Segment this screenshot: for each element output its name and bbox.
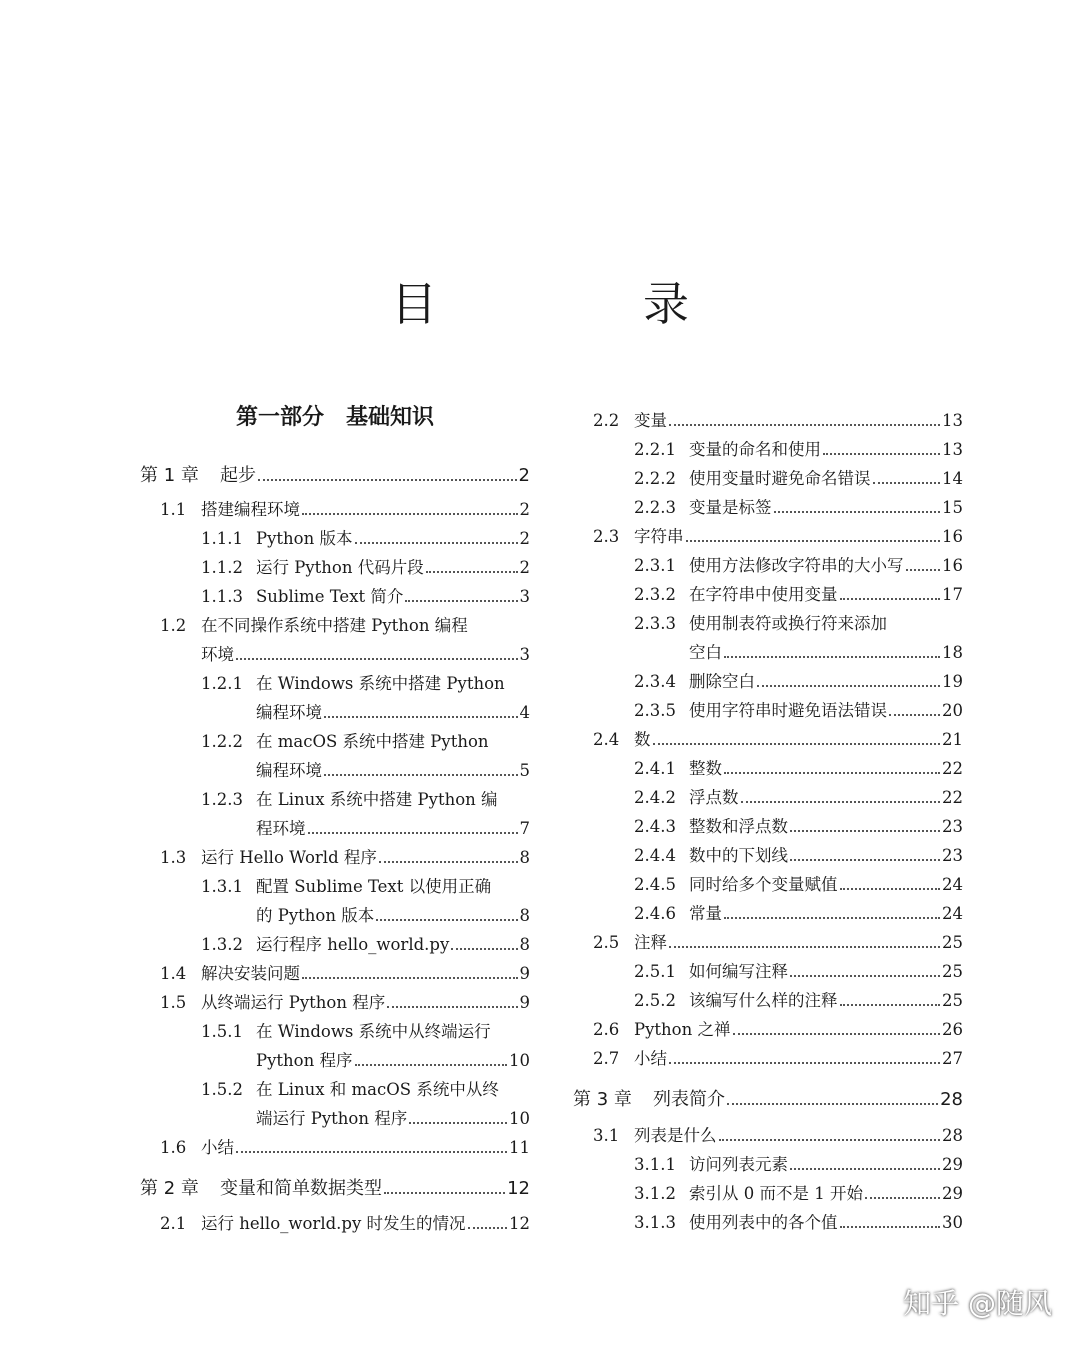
toc-number: 1.3 <box>160 848 187 867</box>
toc-title: 在 Windows 系统中从终端运行 <box>256 1022 491 1041</box>
dot-leader <box>387 992 517 1008</box>
toc-number: 第 3 章 <box>573 1089 632 1110</box>
toc-number: 2.5 <box>593 933 620 952</box>
toc-title-line <box>256 760 530 782</box>
toc-entry <box>573 874 963 896</box>
dot-leader <box>379 847 518 863</box>
toc-entry <box>140 1050 530 1072</box>
dot-leader <box>889 700 940 716</box>
toc-title-line <box>689 497 963 519</box>
dot-leader <box>686 526 941 542</box>
toc-title-line <box>256 702 530 724</box>
toc-title-line <box>201 1137 530 1159</box>
toc-number: 2.4.1 <box>634 759 676 778</box>
toc-title-line <box>201 992 530 1014</box>
toc-title-line <box>689 787 963 809</box>
toc-title-line <box>689 671 963 693</box>
toc-number: 1.3.1 <box>201 877 243 896</box>
toc-title: 数 <box>634 730 651 749</box>
toc-entry <box>573 613 963 635</box>
dot-leader <box>355 1050 508 1066</box>
dot-leader <box>669 932 940 948</box>
toc-page-number: 29 <box>942 1155 963 1174</box>
toc-entry <box>573 700 963 722</box>
toc-page-number: 14 <box>942 469 963 488</box>
dot-leader <box>669 410 940 426</box>
watermark: 知乎 @随风 <box>903 1287 1052 1320</box>
dot-leader <box>865 1183 940 1199</box>
toc-title: 小结 <box>634 1049 667 1068</box>
toc-title: 编程环境 <box>256 703 322 722</box>
toc-title: 在字符串中使用变量 <box>689 585 838 604</box>
dot-leader <box>355 528 518 544</box>
toc-page-number: 23 <box>942 846 963 865</box>
toc-entry <box>573 903 963 925</box>
toc-chapter <box>573 1089 963 1111</box>
toc-entry <box>573 1019 963 1041</box>
toc-page-number: 20 <box>942 701 963 720</box>
toc-number: 2.3.2 <box>634 585 676 604</box>
toc-entry <box>573 584 963 606</box>
toc-title: 该编写什么样的注释 <box>689 991 838 1010</box>
toc-title: 在 Linux 系统中搭建 Python 编 <box>256 790 498 809</box>
toc-number: 第 1 章 <box>140 465 199 486</box>
dot-leader <box>724 758 940 774</box>
dot-leader <box>790 1154 940 1170</box>
toc-page-number: 22 <box>942 788 963 807</box>
toc-title-line <box>689 555 963 577</box>
toc-chapter <box>140 465 530 487</box>
toc-number: 1.4 <box>160 964 187 983</box>
dot-leader <box>324 760 518 776</box>
toc-number: 2.2 <box>593 411 620 430</box>
toc-page-number: 3 <box>519 645 530 664</box>
toc-title-line <box>634 1125 963 1147</box>
dot-leader <box>376 905 517 921</box>
toc-number: 1.1.2 <box>201 558 243 577</box>
toc-title-line <box>201 1213 530 1235</box>
toc-title-line <box>689 845 963 867</box>
toc-entry <box>140 818 530 840</box>
toc-page-number: 8 <box>519 906 530 925</box>
toc-title: 在 macOS 系统中搭建 Python <box>256 732 489 751</box>
dot-leader <box>840 874 941 890</box>
toc-number: 1.6 <box>160 1138 187 1157</box>
toc-title: 程环境 <box>256 819 306 838</box>
toc-page-number: 28 <box>940 1089 963 1110</box>
toc-number: 1.2.1 <box>201 674 243 693</box>
toc-number: 2.7 <box>593 1049 620 1068</box>
dot-leader <box>823 439 940 455</box>
toc-title-line <box>256 818 530 840</box>
toc-number: 2.2.3 <box>634 498 676 517</box>
toc-title-line <box>689 439 963 461</box>
toc-title-line <box>220 465 530 487</box>
toc-entry <box>140 847 530 869</box>
toc-title: 变量和简单数据类型 <box>220 1178 382 1199</box>
toc-title-line <box>689 1212 963 1234</box>
toc-title: 使用字符串时避免语法错误 <box>689 701 887 720</box>
toc-page-number: 9 <box>519 964 530 983</box>
toc-title-line <box>689 1183 963 1205</box>
toc-title: 注释 <box>634 933 667 952</box>
toc-number: 2.2.1 <box>634 440 676 459</box>
toc-title: 端运行 Python 程序 <box>256 1109 408 1128</box>
toc-page-number: 7 <box>519 819 530 838</box>
toc-title: 常量 <box>689 904 722 923</box>
dot-leader <box>790 845 940 861</box>
toc-entry <box>573 816 963 838</box>
toc-number: 1.2.2 <box>201 732 243 751</box>
toc-page-number: 13 <box>942 411 963 430</box>
toc-entry <box>573 497 963 519</box>
toc-page-number: 16 <box>942 556 963 575</box>
dot-leader <box>790 816 940 832</box>
toc-title-line <box>256 1108 530 1130</box>
dot-leader <box>236 1137 507 1153</box>
toc-entry <box>573 1154 963 1176</box>
dot-leader <box>840 1212 941 1228</box>
dot-leader <box>727 1089 938 1105</box>
toc-number: 2.3.4 <box>634 672 676 691</box>
toc-title: 配置 Sublime Text 以使用正确 <box>256 877 492 896</box>
toc-title: 数中的下划线 <box>689 846 788 865</box>
toc-title: 删除空白 <box>689 672 755 691</box>
toc-title: 同时给多个变量赋值 <box>689 875 838 894</box>
toc-title-line <box>653 1089 963 1111</box>
toc-number: 1.1 <box>160 500 187 519</box>
toc-title: 整数和浮点数 <box>689 817 788 836</box>
toc-number: 1.2 <box>160 616 187 635</box>
dot-leader <box>653 729 941 745</box>
toc-number: 1.5.1 <box>201 1022 243 1041</box>
toc-page-number: 17 <box>942 585 963 604</box>
toc-number: 1.5.2 <box>201 1080 243 1099</box>
toc-page-number: 24 <box>942 904 963 923</box>
part-heading: 第一部分 基础知识 <box>235 405 434 430</box>
dot-leader <box>790 961 940 977</box>
toc-title-line <box>689 874 963 896</box>
toc-number: 3.1 <box>593 1126 620 1145</box>
toc-title: 解决安装问题 <box>201 964 300 983</box>
toc-entry <box>140 934 530 956</box>
page-title: 目 录 <box>391 277 769 331</box>
toc-page-number: 4 <box>519 703 530 722</box>
toc-entry <box>573 1048 963 1070</box>
toc-title: 变量的命名和使用 <box>689 440 821 459</box>
toc-title: 运行 Hello World 程序 <box>201 848 377 867</box>
toc-title: 列表是什么 <box>634 1126 717 1145</box>
toc-title: 访问列表元素 <box>689 1155 788 1174</box>
toc-title: 使用方法修改字符串的大小写 <box>689 556 904 575</box>
dot-leader <box>409 1108 507 1124</box>
dot-leader <box>324 702 518 718</box>
toc-entry <box>573 990 963 1012</box>
toc-title-line <box>256 1050 530 1072</box>
toc-title-line <box>689 468 963 490</box>
toc-number: 1.5 <box>160 993 187 1012</box>
dot-leader <box>302 963 518 979</box>
toc-page-number: 2 <box>519 529 530 548</box>
toc-entry <box>140 702 530 724</box>
toc-entry <box>573 845 963 867</box>
dot-leader <box>384 1178 505 1194</box>
toc-title-line <box>689 816 963 838</box>
toc-page-number: 15 <box>942 498 963 517</box>
toc-title: 列表简介 <box>653 1089 725 1110</box>
dot-leader <box>258 465 517 481</box>
toc-number: 3.1.1 <box>634 1155 676 1174</box>
toc-title: 变量 <box>634 411 667 430</box>
dot-leader <box>724 642 940 658</box>
toc-title: 搭建编程环境 <box>201 500 300 519</box>
toc-title-line <box>256 528 530 550</box>
dot-leader <box>451 934 517 950</box>
toc-title: 字符串 <box>634 527 684 546</box>
toc-title-line <box>256 934 530 956</box>
toc-title: 从终端运行 Python 程序 <box>201 993 386 1012</box>
dot-leader <box>236 644 518 660</box>
toc-entry <box>140 644 530 666</box>
toc-number: 2.4.2 <box>634 788 676 807</box>
toc-page-number: 18 <box>942 643 963 662</box>
toc-number: 3.1.2 <box>634 1184 676 1203</box>
toc-title-line <box>689 1154 963 1176</box>
toc-page-number: 9 <box>519 993 530 1012</box>
toc-entry <box>573 439 963 461</box>
toc-title-line <box>689 758 963 780</box>
toc-title-line <box>689 990 963 1012</box>
toc-entry <box>140 1213 530 1235</box>
toc-number: 1.3.2 <box>201 935 243 954</box>
toc-entry <box>140 905 530 927</box>
toc-title: 运行 Python 代码片段 <box>256 558 424 577</box>
toc-title-line <box>256 586 530 608</box>
toc-page-number: 19 <box>942 672 963 691</box>
toc-page-number: 10 <box>509 1109 530 1128</box>
toc-page-number: 8 <box>519 935 530 954</box>
toc-title: Python 之禅 <box>634 1020 731 1039</box>
dot-leader <box>840 584 941 600</box>
toc-entry <box>573 555 963 577</box>
toc-entry <box>573 1212 963 1234</box>
toc-entry <box>573 932 963 954</box>
toc-title: 在 Windows 系统中搭建 Python <box>256 674 505 693</box>
toc-number: 3.1.3 <box>634 1213 676 1232</box>
toc-entry <box>573 787 963 809</box>
toc-title: 使用列表中的各个值 <box>689 1213 838 1232</box>
toc-title: 使用变量时避免命名错误 <box>689 469 871 488</box>
toc-page-number: 12 <box>507 1178 530 1199</box>
toc-page-number: 29 <box>942 1184 963 1203</box>
toc-title: 小结 <box>201 1138 234 1157</box>
toc-title-line <box>634 729 963 751</box>
toc-title-line <box>689 961 963 983</box>
dot-leader <box>405 586 517 602</box>
toc-title-line <box>634 1048 963 1070</box>
toc-title: 的 Python 版本 <box>256 906 375 925</box>
toc-title-line <box>256 905 530 927</box>
toc-title: 运行 hello_world.py 时发生的情况 <box>201 1214 466 1233</box>
toc-page-number: 28 <box>942 1126 963 1145</box>
toc-title: 空白 <box>689 643 722 662</box>
toc-number: 2.4 <box>593 730 620 749</box>
toc-title-line <box>689 584 963 606</box>
toc-page-number: 2 <box>519 558 530 577</box>
toc-entry <box>573 526 963 548</box>
toc-number: 2.5.1 <box>634 962 676 981</box>
toc-entry <box>140 499 530 521</box>
toc-entry <box>573 671 963 693</box>
toc-title: Sublime Text 简介 <box>256 587 404 606</box>
toc-title: Python 程序 <box>256 1051 353 1070</box>
toc-page-number: 26 <box>942 1020 963 1039</box>
toc-title: 变量是标签 <box>689 498 772 517</box>
toc-number: 2.4.6 <box>634 904 676 923</box>
toc-title-line <box>634 932 963 954</box>
toc-title-line <box>201 847 530 869</box>
toc-page-number: 8 <box>519 848 530 867</box>
toc-chapter <box>140 1178 530 1200</box>
dot-leader <box>308 818 518 834</box>
toc-title: 运行程序 hello_world.py <box>256 935 450 954</box>
toc-title-line <box>201 963 530 985</box>
toc-entry <box>140 992 530 1014</box>
toc-page-number: 12 <box>509 1214 530 1233</box>
toc-entry <box>573 729 963 751</box>
dot-leader <box>669 1048 940 1064</box>
toc-page-number: 27 <box>942 1049 963 1068</box>
toc-entry <box>140 528 530 550</box>
toc-entry <box>140 760 530 782</box>
toc-number: 2.3 <box>593 527 620 546</box>
toc-title: 如何编写注释 <box>689 962 788 981</box>
dot-leader <box>873 468 941 484</box>
dot-leader <box>840 990 941 1006</box>
toc-entry <box>140 1137 530 1159</box>
toc-entry <box>140 557 530 579</box>
toc-title-line <box>201 499 530 521</box>
dot-leader <box>724 903 940 919</box>
toc-title-line <box>201 644 530 666</box>
toc-title: Python 版本 <box>256 529 353 548</box>
toc-entry <box>140 789 530 811</box>
toc-entry <box>573 961 963 983</box>
toc-number: 1.1.1 <box>201 529 243 548</box>
toc-number: 2.4.5 <box>634 875 676 894</box>
toc-page-number: 30 <box>942 1213 963 1232</box>
toc-title-line <box>256 557 530 579</box>
toc-title-line <box>634 410 963 432</box>
toc-page-number: 24 <box>942 875 963 894</box>
toc-entry <box>140 876 530 898</box>
toc-title: 整数 <box>689 759 722 778</box>
toc-number: 2.1 <box>160 1214 187 1233</box>
toc-entry <box>573 758 963 780</box>
toc-entry <box>140 731 530 753</box>
toc-title-line <box>689 642 963 664</box>
toc-entry <box>140 673 530 695</box>
toc-title-line <box>634 1019 963 1041</box>
toc-title: 起步 <box>220 465 256 486</box>
toc-number: 2.5.2 <box>634 991 676 1010</box>
dot-leader <box>741 787 941 803</box>
toc-title: 环境 <box>201 645 234 664</box>
toc-entry <box>140 1021 530 1043</box>
toc-title: 使用制表符或换行符来添加 <box>689 614 887 633</box>
toc-number: 2.4.3 <box>634 817 676 836</box>
toc-title: 在 Linux 和 macOS 系统中从终 <box>256 1080 499 1099</box>
toc-number: 第 2 章 <box>140 1178 199 1199</box>
toc-title: 编程环境 <box>256 761 322 780</box>
toc-page-number: 5 <box>519 761 530 780</box>
dot-leader <box>757 671 940 687</box>
toc-page-number: 25 <box>942 991 963 1010</box>
dot-leader <box>774 497 941 513</box>
toc-page-number: 13 <box>942 440 963 459</box>
toc-number: 2.3.3 <box>634 614 676 633</box>
toc-page-number: 3 <box>519 587 530 606</box>
toc-entry <box>573 642 963 664</box>
dot-leader <box>733 1019 941 1035</box>
toc-title-line <box>220 1178 530 1200</box>
toc-number: 1.1.3 <box>201 587 243 606</box>
toc-number: 2.3.5 <box>634 701 676 720</box>
toc-page-number: 11 <box>509 1138 530 1157</box>
toc-number: 2.4.4 <box>634 846 676 865</box>
toc-title-line <box>634 526 963 548</box>
toc-title-line <box>689 700 963 722</box>
toc-entry <box>140 1079 530 1101</box>
toc-page-number: 2 <box>518 465 530 486</box>
toc-entry <box>573 1125 963 1147</box>
toc-entry <box>140 1108 530 1130</box>
toc-page-number: 16 <box>942 527 963 546</box>
toc-number: 2.3.1 <box>634 556 676 575</box>
toc-title: 索引从 0 而不是 1 开始 <box>689 1184 863 1203</box>
toc-title-line <box>689 903 963 925</box>
dot-leader <box>302 499 518 515</box>
toc-title: 浮点数 <box>689 788 739 807</box>
toc-entry <box>140 963 530 985</box>
toc-page-number: 23 <box>942 817 963 836</box>
toc-page-number: 25 <box>942 933 963 952</box>
toc-number: 2.6 <box>593 1020 620 1039</box>
toc-entry <box>140 586 530 608</box>
toc-entry <box>140 615 530 637</box>
toc-page-number: 22 <box>942 759 963 778</box>
toc-entry <box>573 410 963 432</box>
toc-page-number: 10 <box>509 1051 530 1070</box>
toc-page-number: 21 <box>942 730 963 749</box>
dot-leader <box>906 555 941 571</box>
toc-page-number: 2 <box>519 500 530 519</box>
toc-number: 1.2.3 <box>201 790 243 809</box>
dot-leader <box>719 1125 941 1141</box>
toc-page-number: 25 <box>942 962 963 981</box>
dot-leader <box>426 557 518 573</box>
toc-entry <box>573 468 963 490</box>
toc-title: 在不同操作系统中搭建 Python 编程 <box>201 616 468 635</box>
toc-entry <box>573 1183 963 1205</box>
dot-leader <box>468 1213 507 1229</box>
toc-number: 2.2.2 <box>634 469 676 488</box>
